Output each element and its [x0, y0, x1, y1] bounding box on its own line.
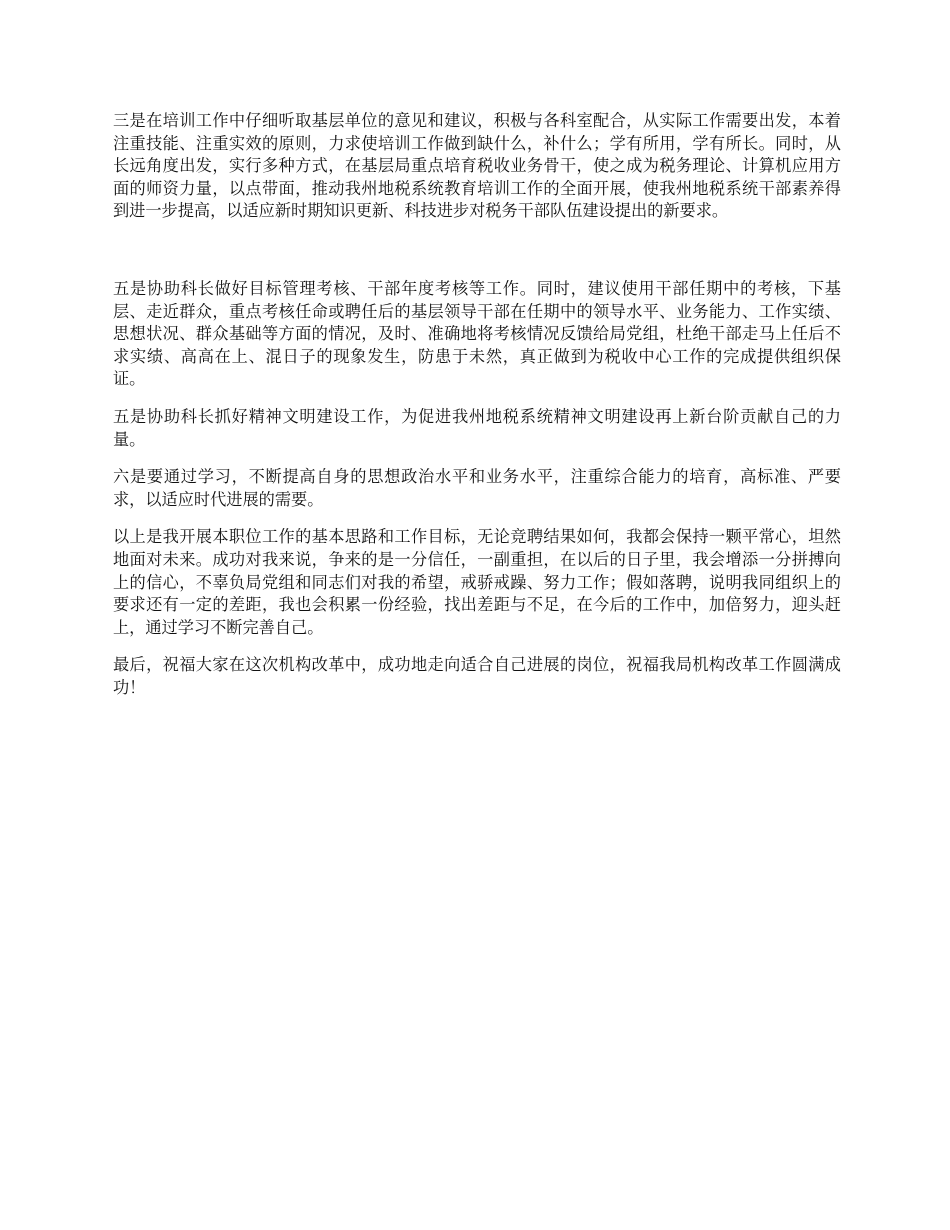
paragraph-training: 三是在培训工作中仔细听取基层单位的意见和建议，积极与各科室配合，从实际工作需要出发，本着注重技能、注重实效的原则，力求使培训工作做到缺什么，补什么；学有所用，学有所长。同时，从长远角度出发，实行多种方式，在基层局重点培育税收业务骨干，使之成为税务理论、计算机应用方面的师资力量，以点带面，推动我州地税系统教育培训工作的全面开展，使我州地税系统干部素养得到进一步提高，以适应新时期知识更新、科技进步对税务干部队伍建设提出的新要求。: [113, 111, 841, 221]
paragraph-closing: 最后，祝福大家在这次机构改革中，成功地走向适合自己进展的岗位，祝福我局机构改革工作圆满成功！: [113, 655, 841, 697]
paragraph-assessment: 五是协助科长做好目标管理考核、干部年度考核等工作。同时，建议使用干部任期中的考核，下基层、走近群众，重点考核任命或聘任后的基层领导干部在任期中的领导水平、业务能力、工作实绩、思想状况、群众基础等方面的情况，及时、准确地将考核情况反馈给局党组，杜绝干部走马上任后不求实绩、高高在上、混日子的现象发生，防患于未然，真正做到为税收中心工作的完成提供组织保证。: [113, 278, 841, 389]
paragraph-study: 六是要通过学习，不断提高自身的思想政治水平和业务水平，注重综合能力的培育，高标准、严要求，以适应时代进展的需要。: [113, 467, 841, 509]
paragraph-summary: 以上是我开展本职位工作的基本思路和工作目标，无论竞聘结果如何，我都会保持一颗平常心，坦然地面对未来。成功对我来说，争来的是一分信任，一副重担，在以后的日子里，我会增添一分拼搏向上的信心，不辜负局党组和同志们对我的希望，戒骄戒躁、努力工作；假如落聘，说明我同组织上的要求还有一定的差距，我也会积累一份经验，找出差距与不足，在今后的工作中，加倍努力，迎头赶上，通过学习不断完善自己。: [113, 527, 841, 637]
document-body: [113, 110, 841, 699]
paragraph-civilization: 五是协助科长抓好精神文明建设工作，为促进我州地税系统精神文明建设再上新台阶贡献自己的力量。: [113, 406, 841, 449]
